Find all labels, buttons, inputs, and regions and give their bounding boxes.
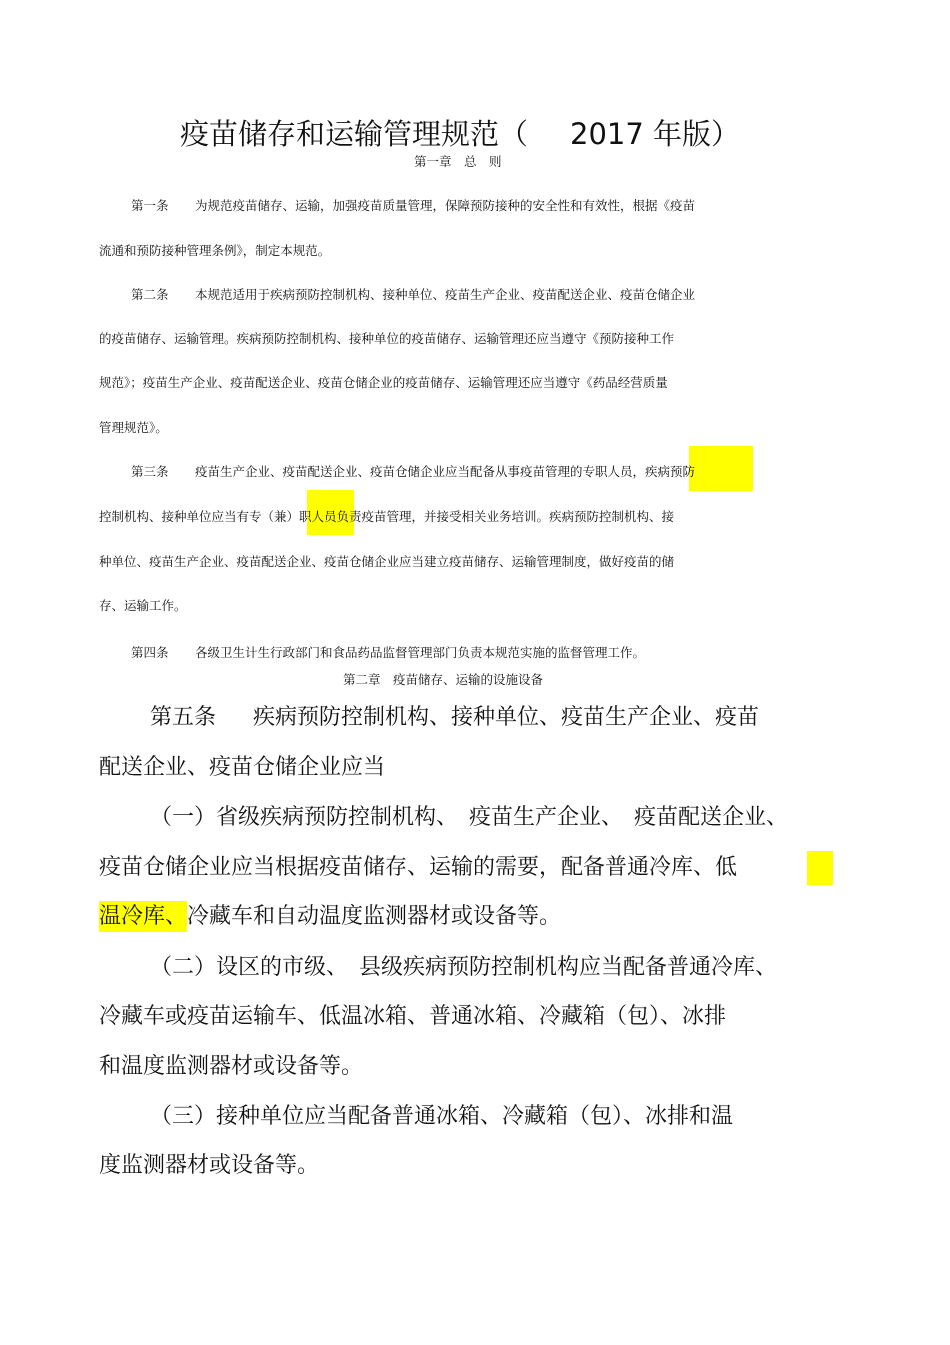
article-1-label: 第一条 xyxy=(131,198,169,213)
document-title xyxy=(180,112,740,153)
article-3-highlight-2b: 职人员 xyxy=(299,509,337,524)
article-3-line-2a: 控制机构、接种单位应当有专（ xyxy=(99,509,275,524)
item-2-line-1: （二）设区的市级、 县级疾病预防控制机构应当配备普通冷库、 xyxy=(150,955,778,980)
item-1-line-2: 疫苗仓储企业应当根据疫苗储存、运输的需要，配备普通冷库、低 xyxy=(99,855,738,880)
item-3-line-2: 度监测器材或设备等。 xyxy=(99,1153,320,1178)
article-1-text: 为规范疫苗储存、运输，加强疫苗质量管理，保障预防接种的安全性和有效性，根据《疫苗 xyxy=(195,198,696,213)
item-1-highlight: 温冷库、 xyxy=(99,901,187,932)
article-3-line-4: 存、运输工作。 xyxy=(99,598,187,613)
chapter-1-heading: 第一章 总 则 xyxy=(414,154,502,169)
article-3-highlight-1: 疾病预防 xyxy=(645,464,696,479)
article-4-text: 各级卫生计生行政部门和食品药品监督管理部门负责本规范实施的监督管理工作。 xyxy=(195,645,646,660)
article-2-line-2: 的疫苗储存、运输管理。疾病预防控制机构、接种单位的疫苗储存、运输管理还应当遵守《预防接种工作 xyxy=(99,331,675,346)
article-2-label: 第二条 xyxy=(131,287,169,302)
title-year: 2017 年版） xyxy=(570,117,741,151)
item-3-line-1: （三）接种单位应当配备普通冰箱、冷藏箱（包）、冰排和温 xyxy=(150,1104,734,1129)
chapter-2-heading: 第二章 疫苗储存、运输的设施设备 xyxy=(343,672,544,687)
article-5-text: 疾病预防控制机构、接种单位、疫苗生产企业、疫苗 xyxy=(253,705,760,730)
article-3-line-2b: 负责疫苗管理，并接受相关业务培训。疾病预防控制机构、接 xyxy=(336,509,675,524)
article-3-text xyxy=(195,466,695,479)
article-3-label: 第三条 xyxy=(131,464,169,479)
article-3-text-main: 疫苗生产企业、疫苗配送企业、疫苗仓储企业应当配备从事疫苗管理的专职人员， xyxy=(195,464,646,479)
highlight-box-3 xyxy=(807,851,833,885)
article-2-text: 本规范适用于疾病预防控制机构、接种单位、疫苗生产企业、疫苗配送企业、疫苗仓储企业 xyxy=(195,287,696,302)
item-1-line-3-text: 冷藏车和自动温度监测器材或设备等。 xyxy=(187,904,562,929)
item-1-line-1: （一）省级疾病预防控制机构、 疫苗生产企业、 疫苗配送企业、 xyxy=(150,805,789,830)
article-2-line-4: 管理规范》。 xyxy=(99,420,168,435)
item-2-line-3: 和温度监测器材或设备等。 xyxy=(99,1054,364,1079)
item-1-line-3 xyxy=(99,906,561,928)
article-1-line-2: 流通和预防接种管理条例》，制定本规范。 xyxy=(99,243,331,258)
article-2-line-3: 规范》；疫苗生产企业、疫苗配送企业、疫苗仓储企业的疫苗储存、运输管理还应当遵守《药品经营质量 xyxy=(99,375,668,390)
item-2-line-2: 冷藏车或疫苗运输车、低温冰箱、普通冰箱、冷藏箱（包）、冰排 xyxy=(99,1004,727,1029)
article-3-line-3: 种单位、疫苗生产企业、疫苗配送企业、疫苗仓储企业应当建立疫苗储存、运输管理制度，做好疫苗的储 xyxy=(99,554,675,569)
title-main: 疫苗储存和运输管理规范（ xyxy=(180,117,529,151)
article-3-line-2 xyxy=(99,511,674,524)
article-5-line-2: 配送企业、疫苗仓储企业应当 xyxy=(99,755,386,780)
article-4-label: 第四条 xyxy=(131,645,169,660)
article-5-label: 第五条 xyxy=(150,705,217,730)
highlight-box-1 xyxy=(689,446,753,491)
article-3-highlight-2a: 兼） xyxy=(274,509,300,524)
